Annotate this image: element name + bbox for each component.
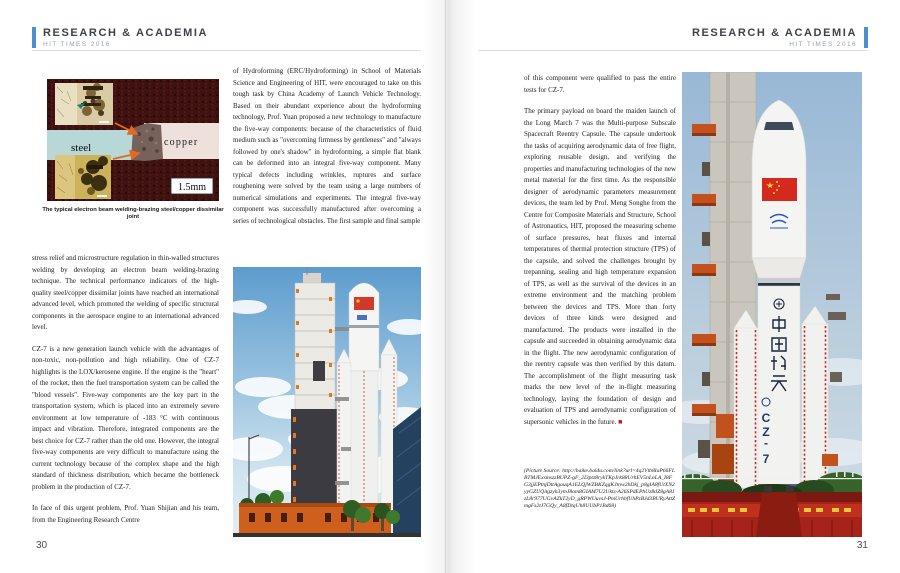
right-column xyxy=(524,73,676,438)
fairing-band xyxy=(764,122,794,130)
paragraph: In face of this urgent problem, Prof. Yuan Shijian and his team, from the Engineering Research Centre xyxy=(32,504,219,524)
right-page-header xyxy=(692,27,868,48)
inset-micrograph-top xyxy=(55,83,113,125)
paragraph-text: The primary payload on board the maiden launch of the Long March 7 was the Multi-purpose Subscale Spacecraft Reentry Capsule. The capsule undertook the tasks of acquiring aerodynamic data of free flight, exploring reusable design, and verifying the properties and manufacturing technologies of the new metal material for the first time. As the responsible designer of aerodynamic parameters measurement devices, the team led by Prof. Meng Songhe from the Centre for Composite Materials and Structure, School of Astronautics, HIT, proposed the measuring scheme of surface pressures, heat fluxes and internal temperatures of thermal protection structure (TPS) of the capsule, and solved the challenges brought by trepanning, sealing and high temperature expansion of TPS, as well as the survival of the devices in an extreme environment and the matching problem between the devices and TPS. More than forty devices of three kinds were designed and manufactured. The products were installed in the capsule and succeeded in obtaining aerodynamic data in the flight. The new aerodynamic configuration of the reentry capsule was then verified by this datum. The accomplishment of the flight measuring task marks the new level of the in-flight measuring technology, laying the foundation of design and evaluation of TPS and aerodynamic configuration of supersonic vehicles in the future. xyxy=(524,107,676,426)
china-flag xyxy=(762,178,797,201)
section-title: RESEARCH & ACADEMIA xyxy=(43,27,209,39)
left-column-1 xyxy=(32,253,219,536)
section-subtitle: HIT TIMES 2016 xyxy=(43,41,111,48)
service-tower xyxy=(291,267,341,537)
weld-micrograph-figure xyxy=(47,79,219,201)
svg-text:-: - xyxy=(764,436,768,450)
boat-tail xyxy=(752,258,806,278)
paragraph: of Hydroforming (ERC/Hydroforming) in School of Materials Science and Engineering of HIT, were encouraged to take on this tough task by China Academy of Launch Vehicle Technology. Based on their abundant experience about the hydroforming technology, Prof. Yuan proposed a new technology to manufacture the five-way components: because of the characteristics of fluid medium such as "overcoming firmness by gentleness" and "always followed by one's shadow" in hydroforming, a simple flat blank can be deformed into an integral five-way component. Many typical defects including wrinkles, ruptures and surface roughening were solved by the team using a large numbers of numerical simulations and experiments. The integral five-way component was successfully manufactured after overcoming a series of technological obstacles. The first sample and final sample xyxy=(233,67,421,225)
page-number-left: 30 xyxy=(36,540,48,551)
header-rule xyxy=(32,50,421,51)
scale-box xyxy=(171,178,213,194)
page-fold-line xyxy=(445,0,446,573)
paragraph: CZ-7 is a new generation launch vehicle with the advantages of non-toxic, non-pollution and high reliability. One of CZ-7 highlights is the LOX/kerosene engine. If the engine is the "heart" of the rocket, then the fuel transportation system can be called the "blood vessels". Five-way components are the key part in the transportation system, which is placed into an extremely severe environment at low temperature of -183 °C with continuous impact and vibration. Therefore, integrated components are the best choice for CZ-7 rather than the old one. However, the integral five-way components are very difficult to manufacture using the current technology because of the complex shape and the high standard of thickness distribution, which became the bottleneck problem in the production of CZ-7. xyxy=(32,344,219,491)
left-booster xyxy=(734,328,758,488)
picture-source-note: (Picture Source: http://baike.baidu.com/link?url=4q2Vtb8IaP66FLBTMJExsmszzBUPZ-gF_2I3ptz8rykTKpJrk88UrhEV5nLnLA_I8FG3jjEPtnjDttAgauqA1ELQjWZBKZqgKJtnw2bDkj_p8gIA8fUtXN2yyGZUQitgzyh3ymJ8am8GIAM7U2Ukts-A26SPdEPhUz8dZ8gA8JzL8r977UGvAZkT2yD_gRPWUuvsJ-PmUrhhfUhPzBJd3BURyAttZmgFs2tJ7GQy_A8fDtqUh8UUbP1Bd68) xyxy=(524,468,676,509)
header-accent-bar xyxy=(864,27,868,48)
weld-micrograph-image xyxy=(47,79,219,201)
article-end-mark: ■ xyxy=(618,417,623,426)
svg-text:7: 7 xyxy=(762,452,770,466)
launch-platform xyxy=(682,486,862,537)
page-number-right: 31 xyxy=(856,540,868,551)
inset-micrograph-bottom xyxy=(55,155,111,199)
paragraph: stress relief and microstructure regulation in thin-walled structures welding by developing an electron beam welding-brazing technique. The technical performance indicators of the high-quality steel/copper dissimilar joints have reached an international advanced level, which promoted the welding of specific structural components in the aerospace engine to an international advanced level. xyxy=(32,254,219,331)
svg-text:C: C xyxy=(761,411,771,425)
launchpad-photo xyxy=(233,267,421,537)
header-accent-bar xyxy=(32,27,36,48)
page-fold-shadow xyxy=(424,0,476,573)
scale-label: 1.5mm xyxy=(177,182,207,193)
header-rule xyxy=(478,50,868,51)
cz7-rocket-photo xyxy=(682,72,862,537)
left-page-header xyxy=(32,27,208,48)
paragraph: of this component were qualified to pass the entire tests for CZ-7. xyxy=(524,74,676,94)
flame-duct xyxy=(756,492,802,537)
section-subtitle: HIT TIMES 2016 xyxy=(789,41,857,48)
cz7-rocket-photo-image xyxy=(682,72,862,537)
copper-label: copper xyxy=(164,137,199,148)
weld-joint xyxy=(131,123,163,161)
launchpad-photo-image xyxy=(233,267,421,537)
figure-caption: The typical electron beam welding-brazing steel/copper dissimilar joint xyxy=(42,207,224,220)
casc-logo xyxy=(357,315,367,320)
paragraph xyxy=(524,106,676,428)
svg-text:Z: Z xyxy=(762,425,770,439)
steel-label: steel xyxy=(71,142,92,154)
section-title: RESEARCH & ACADEMIA xyxy=(691,27,857,39)
left-column-2 xyxy=(233,66,421,237)
china-flag xyxy=(354,297,374,310)
